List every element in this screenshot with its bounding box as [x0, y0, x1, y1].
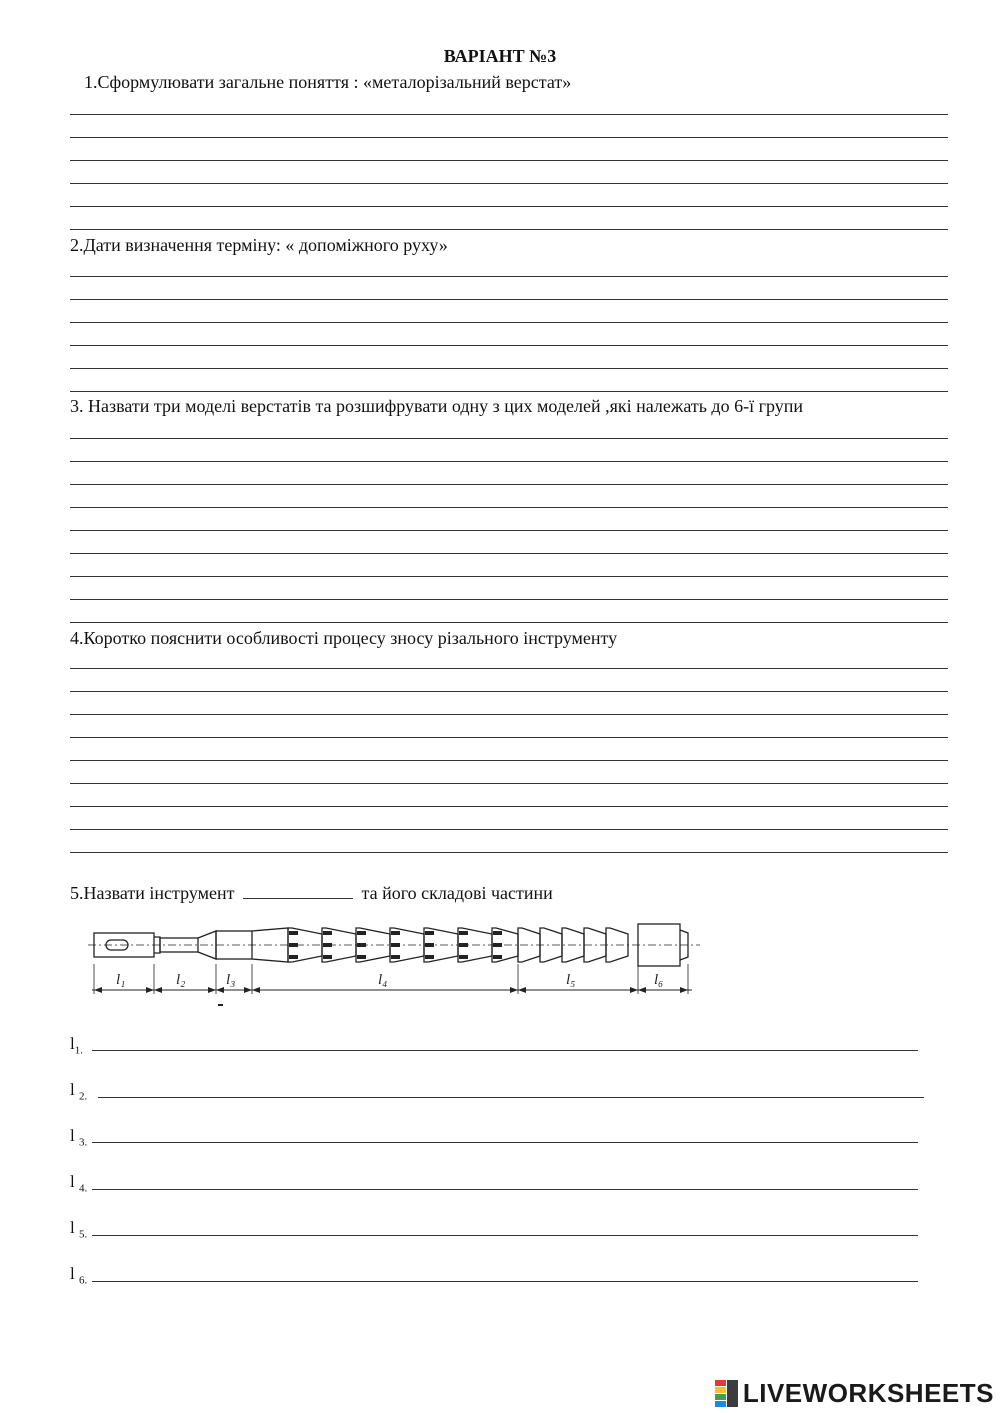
label-sub: 2. [78, 1090, 88, 1103]
dim-label-l3: l₃ [226, 972, 236, 988]
dim-label-l6: l₆ [654, 972, 664, 988]
answer-line[interactable] [70, 461, 948, 462]
answer-label-l3 [70, 1126, 87, 1148]
answer-line[interactable] [70, 229, 948, 230]
answer-line[interactable] [70, 530, 948, 531]
answer-label-l5 [70, 1218, 87, 1240]
label-base: l [70, 1218, 79, 1237]
answer-line[interactable] [70, 368, 948, 369]
broach-drawing [88, 918, 708, 1013]
label-sub: 3. [78, 1136, 88, 1149]
question-4: 4.Коротко пояснити особливості процесу зносу різального інструменту [70, 628, 618, 648]
answer-line[interactable] [70, 622, 948, 623]
answer-line-l4[interactable] [92, 1189, 918, 1190]
tool-name-blank[interactable] [243, 882, 353, 899]
question-1: 1.Сформулювати загальне поняття : «металорізальний верстат» [84, 72, 572, 92]
answer-label-l1 [70, 1034, 83, 1056]
question-5-text-before: 5.Назвати інструмент [70, 883, 235, 903]
label-sub: 1. [74, 1044, 83, 1057]
answer-line[interactable] [70, 137, 948, 138]
answer-line[interactable] [70, 553, 948, 554]
answer-line[interactable] [70, 829, 948, 830]
broach-svg [88, 918, 708, 1008]
label-base: l [70, 1080, 79, 1099]
question-5-text-after: та його складові частини [361, 883, 553, 903]
answer-line[interactable] [70, 599, 948, 600]
answer-line[interactable] [70, 160, 948, 161]
answer-line[interactable] [70, 507, 948, 508]
label-sub: 6. [78, 1274, 88, 1287]
answer-line[interactable] [70, 783, 948, 784]
question-5 [70, 882, 553, 904]
label-base: l [70, 1126, 79, 1145]
answer-line[interactable] [70, 183, 948, 184]
dim-label-l5: l₅ [566, 972, 576, 988]
answer-label-l6 [70, 1264, 87, 1286]
question-2: 2.Дати визначення терміну: « допоміжного руху» [70, 235, 448, 255]
answer-line[interactable] [70, 114, 948, 115]
answer-line[interactable] [70, 691, 948, 692]
liveworksheets-logo-icon [715, 1380, 739, 1408]
answer-line[interactable] [70, 391, 948, 392]
answer-line-l6[interactable] [92, 1281, 918, 1282]
label-base: l [70, 1034, 75, 1053]
answer-line-l3[interactable] [92, 1142, 918, 1143]
answer-line[interactable] [70, 299, 948, 300]
answer-line[interactable] [70, 576, 948, 577]
answer-line-l1[interactable] [92, 1050, 918, 1051]
label-sub: 4. [78, 1182, 88, 1195]
label-base: l [70, 1264, 79, 1283]
answer-line[interactable] [70, 206, 948, 207]
answer-line[interactable] [70, 345, 948, 346]
answer-line[interactable] [70, 276, 948, 277]
brand-name: LIVEWORKSHEETS [742, 1378, 994, 1408]
answer-line[interactable] [70, 322, 948, 323]
answer-line[interactable] [70, 852, 948, 853]
answer-label-l2 [70, 1080, 87, 1102]
answer-line-l5[interactable] [92, 1235, 918, 1236]
answer-line[interactable] [70, 484, 948, 485]
label-base: l [70, 1172, 79, 1191]
answer-line-l2[interactable] [98, 1097, 924, 1098]
answer-label-l4 [70, 1172, 87, 1194]
dim-label-l2: l₂ [176, 972, 186, 988]
liveworksheets-brand[interactable] [715, 1378, 994, 1409]
label-sub: 5. [78, 1228, 88, 1241]
answer-line[interactable] [70, 714, 948, 715]
answer-line[interactable] [70, 668, 948, 669]
answer-line[interactable] [70, 737, 948, 738]
dim-label-l1: l₁ [116, 972, 126, 988]
dim-label-l4: l₄ [378, 972, 388, 988]
question-3: 3. Назвати три моделі верстатів та розшифрувати одну з цих моделей ,які належать до 6-ї групи [70, 396, 803, 416]
page-title: ВАРІАНТ №3 [443, 46, 557, 66]
answer-line[interactable] [70, 438, 948, 439]
answer-line[interactable] [70, 760, 948, 761]
answer-line[interactable] [70, 806, 948, 807]
